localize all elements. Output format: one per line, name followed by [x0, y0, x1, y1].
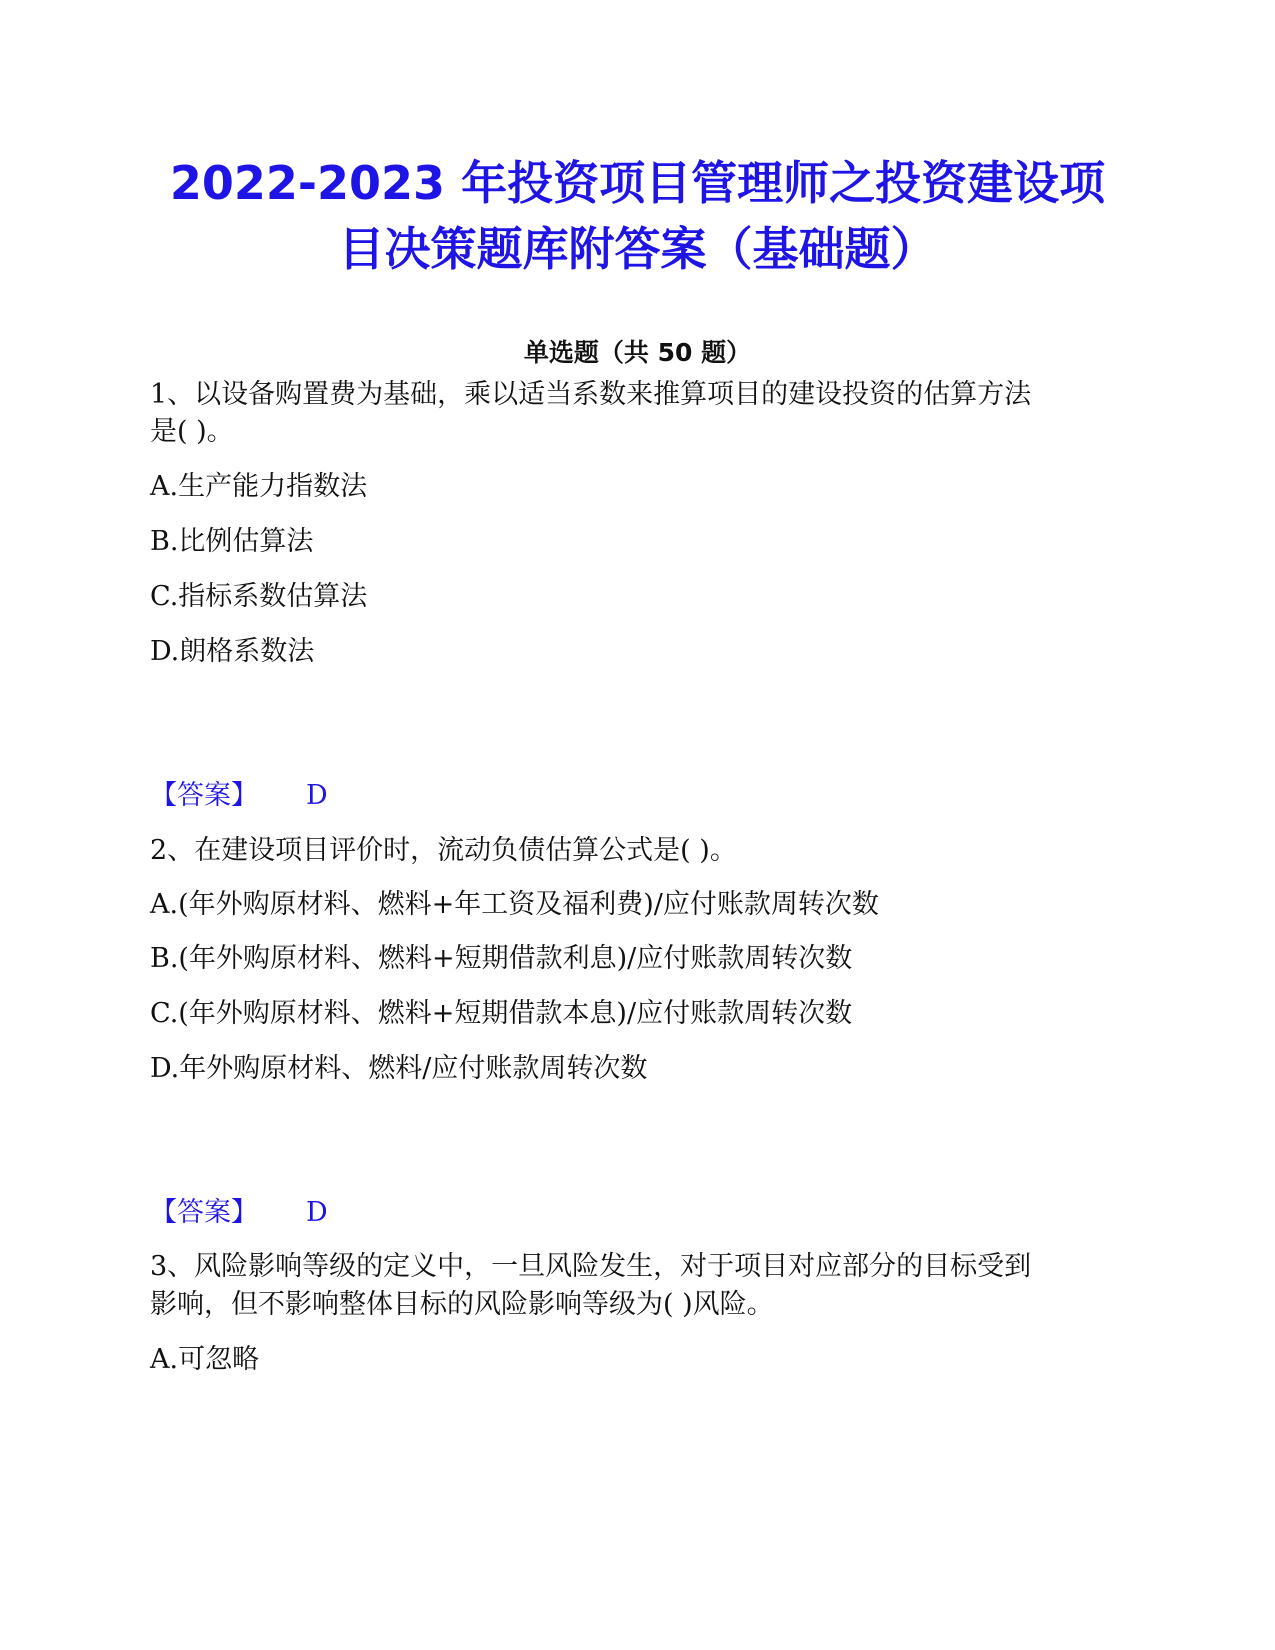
- question-1-option-a: A.生产能力指数法: [150, 471, 368, 502]
- answer-label: 【答案】: [150, 1197, 258, 1228]
- answer-value: D: [306, 1197, 328, 1228]
- title-line-2: 目决策题库附答案（基础题）: [338, 222, 937, 276]
- question-1-option-c: C.指标系数估算法: [150, 581, 368, 612]
- question-1-stem-line-2: 是( )。: [150, 416, 234, 447]
- question-1-stem-line-1: 1、以设备购置费为基础，乘以适当系数来推算项目的建设投资的估算方法: [150, 379, 1032, 410]
- question-3-stem-line-1: 3、风险影响等级的定义中，一旦风险发生，对于项目对应部分的目标受到: [150, 1251, 1032, 1282]
- question-1-option-b: B.比例估算法: [150, 526, 314, 557]
- title-line-1: 2022-2023 年投资项目管理师之投资建设项: [169, 156, 1106, 210]
- question-2-option-a: A.(年外购原材料、燃料+年工资及福利费)/应付账款周转次数: [150, 889, 879, 920]
- question-1-answer: [150, 777, 328, 815]
- answer-value: D: [306, 780, 328, 811]
- answer-label: 【答案】: [150, 780, 258, 811]
- section-heading: 单选题（共 50 题）: [523, 338, 752, 367]
- question-2-option-d: D.年外购原材料、燃料/应付账款周转次数: [150, 1053, 648, 1084]
- question-3-option-a: A.可忽略: [150, 1344, 260, 1375]
- question-2-option-c: C.(年外购原材料、燃料+短期借款本息)/应付账款周转次数: [150, 998, 853, 1029]
- question-2-answer: [150, 1194, 328, 1232]
- question-3-stem-line-2: 影响，但不影响整体目标的风险影响等级为( )风险。: [150, 1289, 774, 1320]
- question-1-option-d: D.朗格系数法: [150, 636, 315, 667]
- document-title: [120, 150, 1155, 282]
- question-2-option-b: B.(年外购原材料、燃料+短期借款利息)/应付账款周转次数: [150, 943, 853, 974]
- question-2-stem: 2、在建设项目评价时，流动负债估算公式是( )。: [150, 835, 737, 866]
